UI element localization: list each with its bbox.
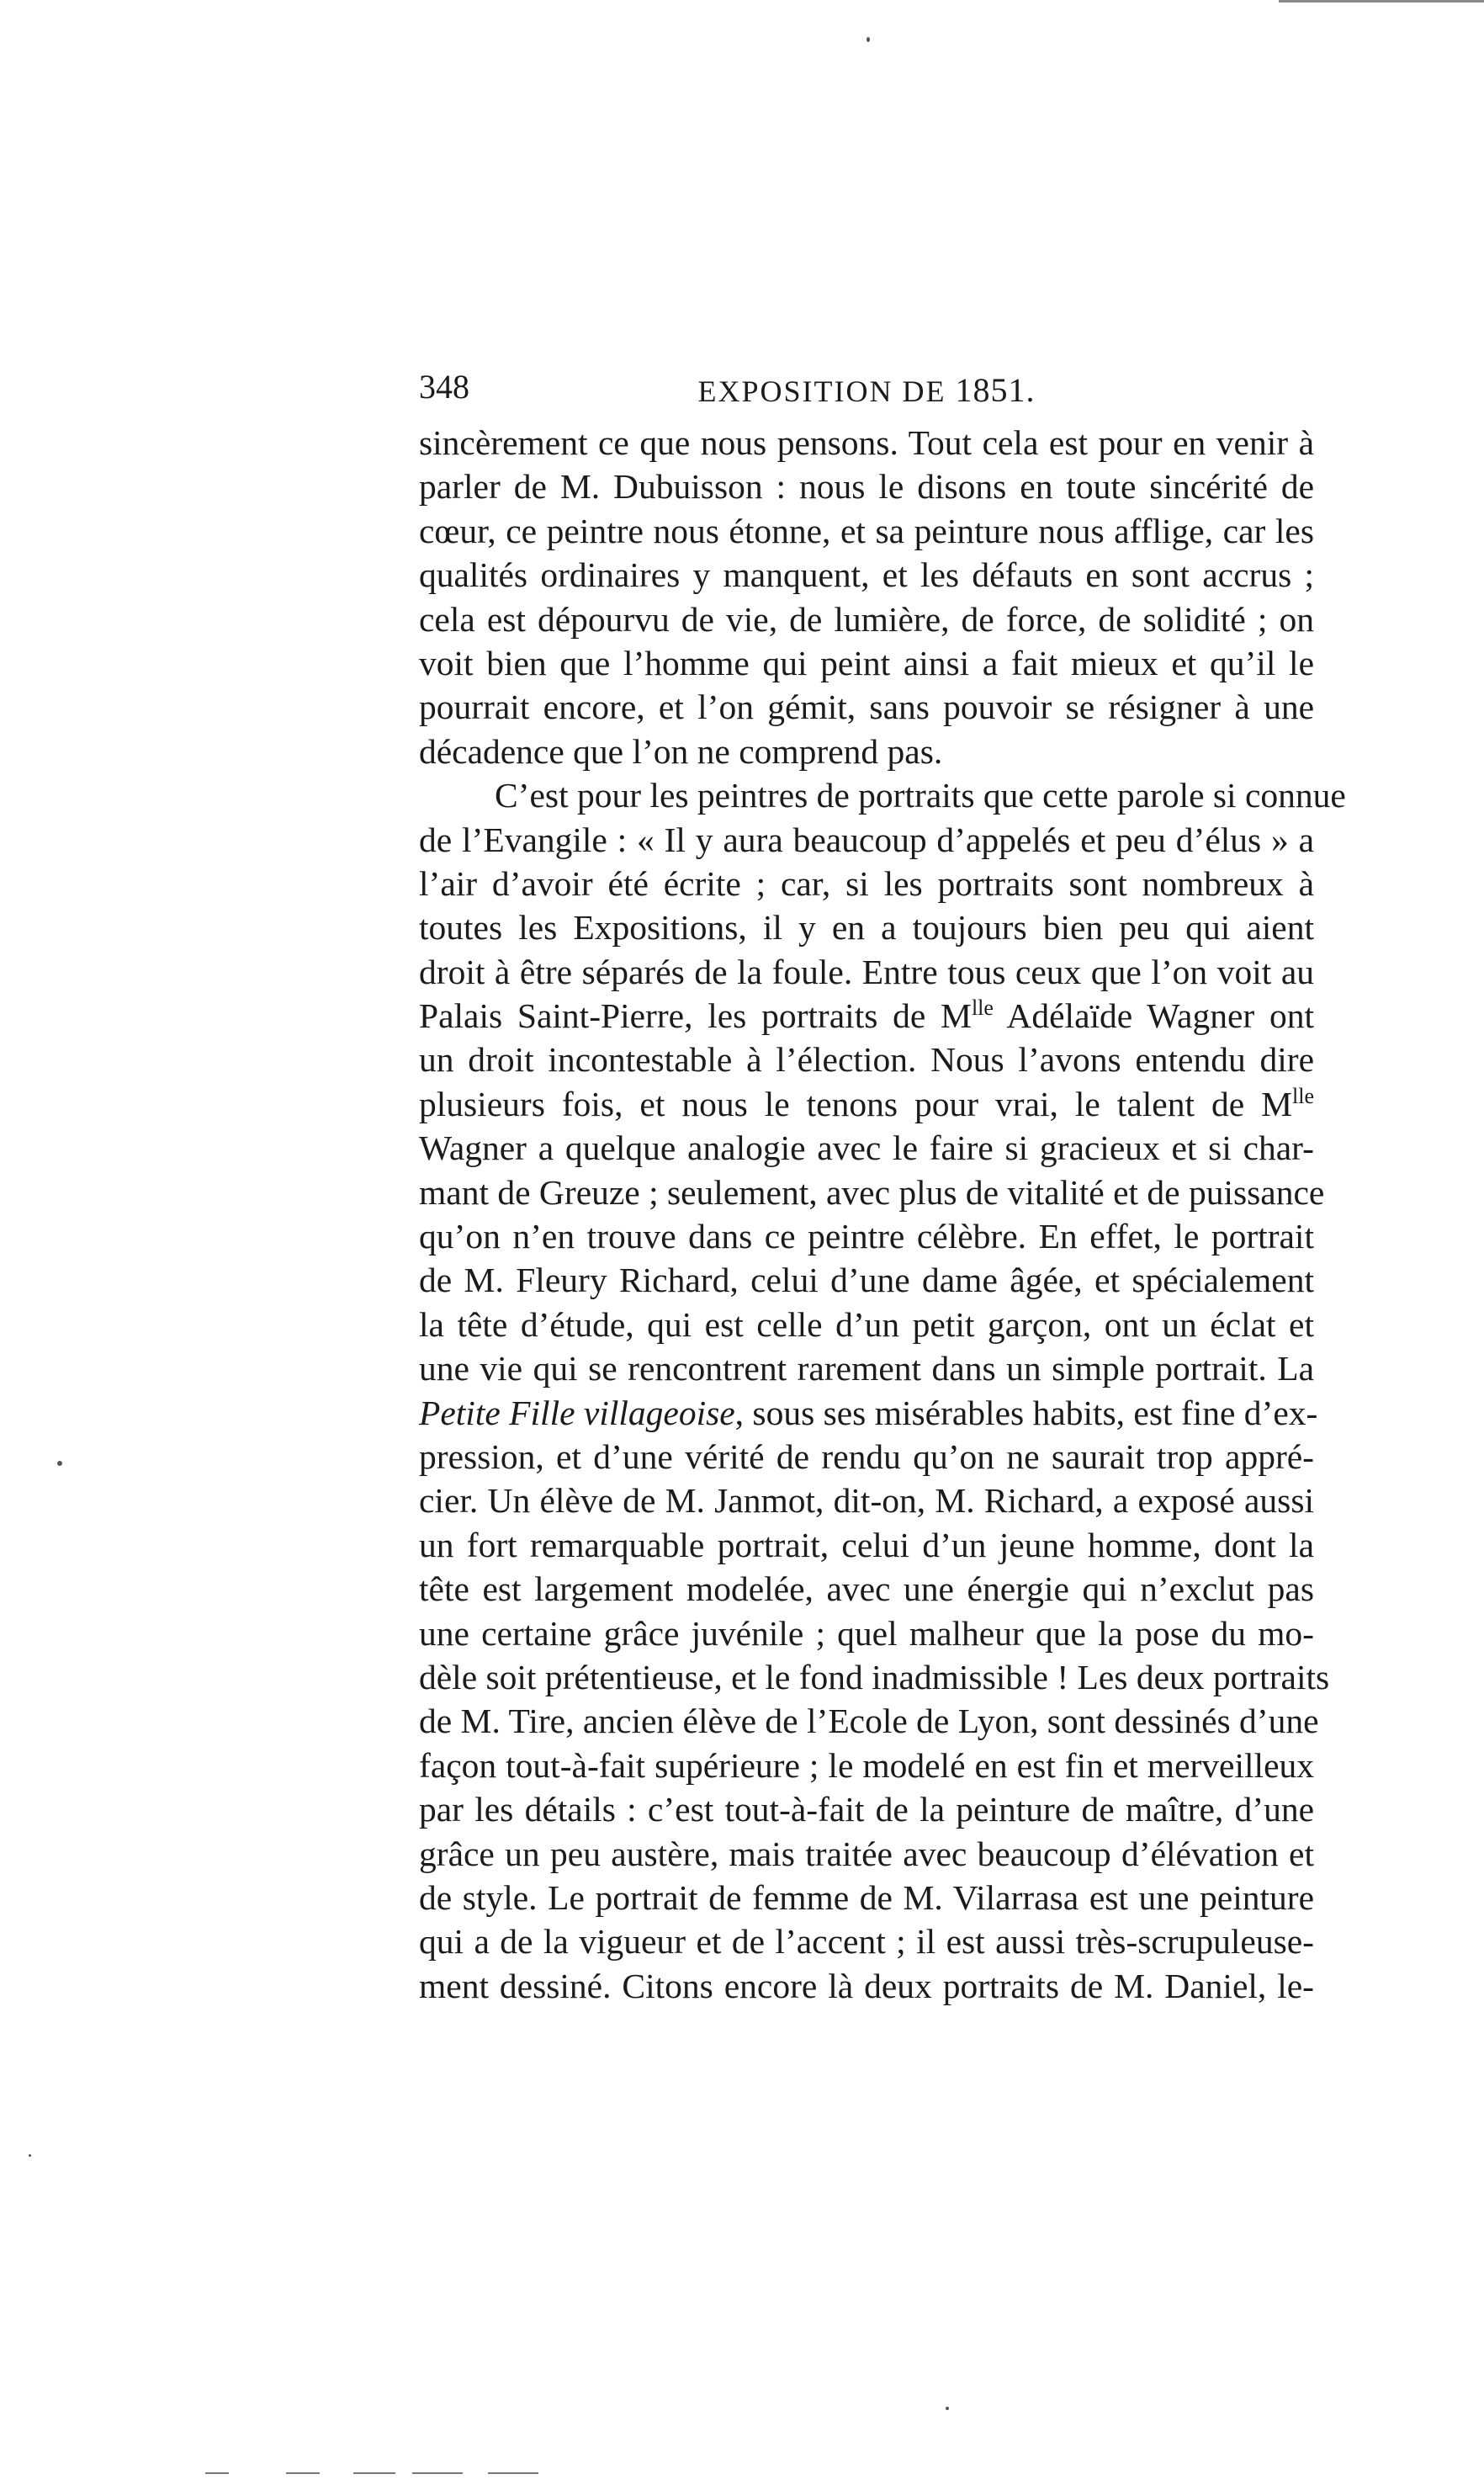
text-line: de style. Le portrait de femme de M. Vilarrasa est une peinture — [419, 1877, 1314, 1917]
text-line: façon tout-à-fait supérieure ; le modelé en est fin et merveilleux — [419, 1745, 1314, 1785]
text-line: par les détails : c’est tout-à-fait de la peinture de maître, d’une — [419, 1790, 1314, 1829]
scan-speck — [57, 1461, 62, 1466]
superscript: lle — [1292, 1084, 1314, 1109]
text-line: qu’on n’en trouve dans ce peintre célèbre. En effet, le portrait — [419, 1217, 1314, 1256]
text-line: qualités ordinaires y manquent, et les défauts en sont accrus ; — [419, 555, 1314, 595]
text-line: qui a de la vigueur et de l’accent ; il est aussi très-scrupuleuse- — [419, 1922, 1314, 1962]
text-line: une vie qui se rencontrent rarement dans un simple portrait. La — [419, 1349, 1314, 1388]
text-line: toutes les Expositions, il y en a toujours bien peu qui aient — [419, 908, 1314, 948]
text-line: dèle soit prétentieuse, et le fond inadmissible ! Les deux portraits — [419, 1657, 1330, 1696]
text-line: cier. Un élève de M. Janmot, dit-on, M. Richard, a exposé aussi — [419, 1481, 1314, 1521]
text-segment: Palais Saint-Pierre, les portraits de M — [419, 996, 972, 1036]
text-line — [419, 994, 1314, 1038]
text-line: grâce un peu austère, mais traitée avec beaucoup d’élévation et — [419, 1834, 1314, 1873]
text-line: de M. Tire, ancien élève de l’Ecole de Lyon, sont dessinés d’une — [419, 1702, 1319, 1741]
text-line: tête est largement modelée, avec une énergie qui n’exclut pas — [419, 1569, 1314, 1609]
text-line: cela est dépourvu de vie, de lumière, de force, de solidité ; on — [419, 599, 1314, 639]
text-line: Wagner a quelque analogie avec le faire si gracieux et si char- — [419, 1128, 1314, 1168]
running-head — [419, 370, 1314, 410]
body-text — [419, 421, 1346, 2008]
running-head-title: EXPOSITION DE — [697, 374, 946, 408]
scan-speck — [867, 37, 870, 42]
text-line: parler de M. Dubuisson : nous le disons en toute sincérité de — [419, 467, 1314, 507]
text-line — [419, 1082, 1314, 1126]
scan-speck — [29, 2154, 31, 2157]
text-line — [419, 1391, 1318, 1435]
text-line: voit bien que l’homme qui peint ainsi a fait mieux et qu’il le — [419, 643, 1314, 682]
text-line: cœur, ce peintre nous étonne, et sa peinture nous afflige, car les — [419, 511, 1314, 550]
text-segment: , sous ses misérables habits, est fine d’ex- — [734, 1393, 1318, 1432]
text-line: C’est pour les peintres de portraits que cette parole si connue — [495, 776, 1346, 815]
scan-edge-mark — [488, 2472, 538, 2474]
page-number: 348 — [419, 368, 469, 406]
text-line: un fort remarquable portrait, celui d’un jeune homme, dont la — [419, 1525, 1314, 1564]
text-line: une certaine grâce juvénile ; quel malheur que la pose du mo- — [419, 1613, 1314, 1653]
scan-edge-mark — [286, 2472, 320, 2474]
text-line: droit à être séparés de la foule. Entre tous ceux que l’on voit au — [419, 952, 1314, 991]
scan-edge-mark — [412, 2472, 463, 2474]
text-line: décadence que l’on ne comprend pas. — [419, 731, 943, 771]
text-line: ment dessiné. Citons encore là deux portraits de M. Daniel, le- — [419, 1966, 1314, 2005]
text-line: sincèrement ce que nous pensons. Tout cela est pour en venir à — [419, 423, 1314, 462]
running-head-year: 1851. — [955, 371, 1036, 409]
scan-edge-mark — [353, 2472, 395, 2474]
text-line: pourrait encore, et l’on gémit, sans pouvoir se résigner à une — [419, 688, 1314, 727]
text-segment: plusieurs fois, et nous le tenons pour vrai, le talent de M — [419, 1084, 1292, 1123]
scan-speck — [946, 2407, 949, 2410]
text-line: mant de Greuze ; seulement, avec plus de vitalité et de puissance — [419, 1172, 1325, 1212]
text-line: pression, et d’une vérité de rendu qu’on ne saurait trop appré- — [419, 1436, 1314, 1476]
text-segment: Adélaïde Wagner ont — [993, 996, 1314, 1036]
superscript: lle — [971, 995, 994, 1021]
top-edge-rule — [1279, 0, 1484, 3]
page-header — [419, 367, 1314, 417]
text-line: l’air d’avoir été écrite ; car, si les portraits sont nombreux à — [419, 863, 1314, 903]
italic-title: Petite Fille villageoise — [419, 1393, 735, 1432]
text-line: de M. Fleury Richard, celui d’une dame âgée, et spécialement — [419, 1261, 1314, 1300]
scan-edge-mark — [205, 2472, 229, 2474]
text-line: la tête d’étude, qui est celle d’un petit garçon, ont un éclat et — [419, 1304, 1314, 1344]
text-line: un droit incontestable à l’élection. Nous l’avons entendu dire — [419, 1040, 1314, 1080]
text-line: de l’Evangile : « Il y aura beaucoup d’appelés et peu d’élus » a — [419, 820, 1314, 859]
